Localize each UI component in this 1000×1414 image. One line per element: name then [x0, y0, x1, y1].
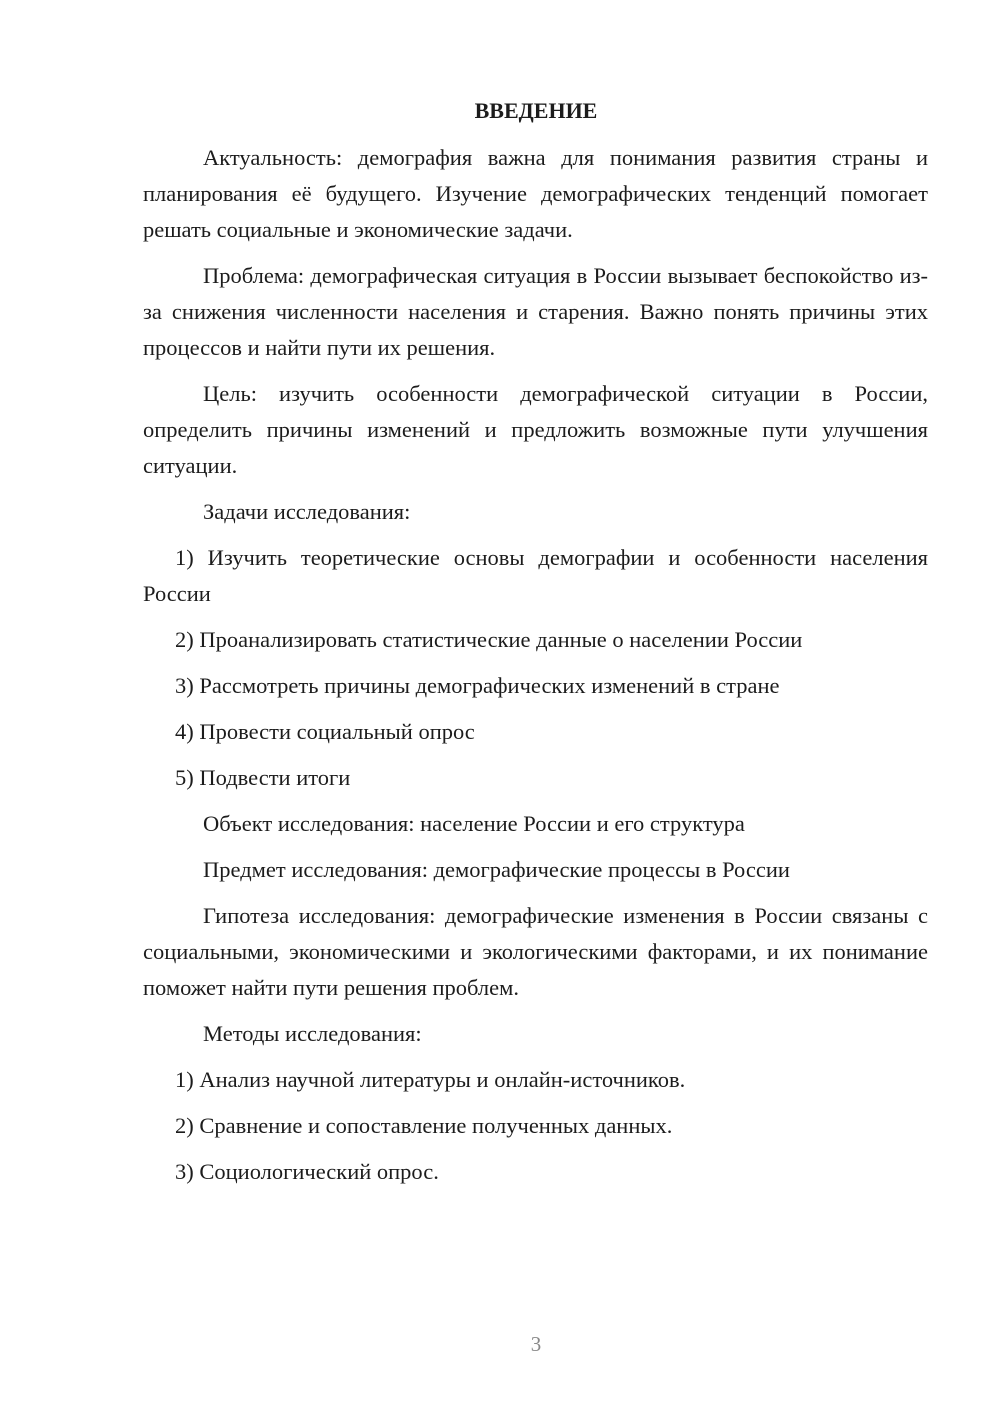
page-title: ВВЕДЕНИЕ — [474, 98, 598, 123]
task-item-4: 4) Провести социальный опрос — [175, 719, 475, 744]
body-text — [143, 140, 928, 1190]
research-object: Объект исследования: население России и его структура — [203, 811, 745, 836]
method-item-3: 3) Социологический опрос. — [175, 1159, 439, 1184]
method-item-2: 2) Сравнение и сопоставление полученных данных. — [175, 1113, 673, 1138]
paragraph-goal: Цель: изучить особенности демографической ситуации в России, определить причины изменений и предложить возможные пути улучшения ситуации. — [143, 381, 928, 478]
methods-heading: Методы исследования: — [203, 1021, 422, 1046]
tasks-heading: Задачи исследования: — [203, 499, 411, 524]
task-item-5: 5) Подвести итоги — [175, 765, 351, 790]
task-item-3: 3) Рассмотреть причины демографических изменений в стране — [175, 673, 780, 698]
paragraph-relevance: Актуальность: демография важна для понимания развития страны и планирования её будущего. Изучение демографических тенденций помогает решать социальные и экономические задачи. — [143, 145, 928, 242]
task-item-2: 2) Проанализировать статистические данные о населении России — [175, 627, 803, 652]
research-hypothesis: Гипотеза исследования: демографические изменения в России связаны с социальными, экономическими и экологическими факторами, и их понимание поможет найти пути решения проблем. — [143, 903, 928, 1000]
research-subject: Предмет исследования: демографические процессы в России — [203, 857, 790, 882]
paragraph-problem: Проблема: демографическая ситуация в России вызывает беспокойство из-за снижения численности населения и старения. Важно понять причины этих процессов и найти пути их решения. — [143, 263, 928, 360]
page-number: 3 — [530, 1332, 542, 1356]
method-item-1: 1) Анализ научной литературы и онлайн-источников. — [175, 1067, 686, 1092]
task-item-1: 1) Изучить теоретические основы демографии и особенности населения России — [143, 545, 928, 606]
